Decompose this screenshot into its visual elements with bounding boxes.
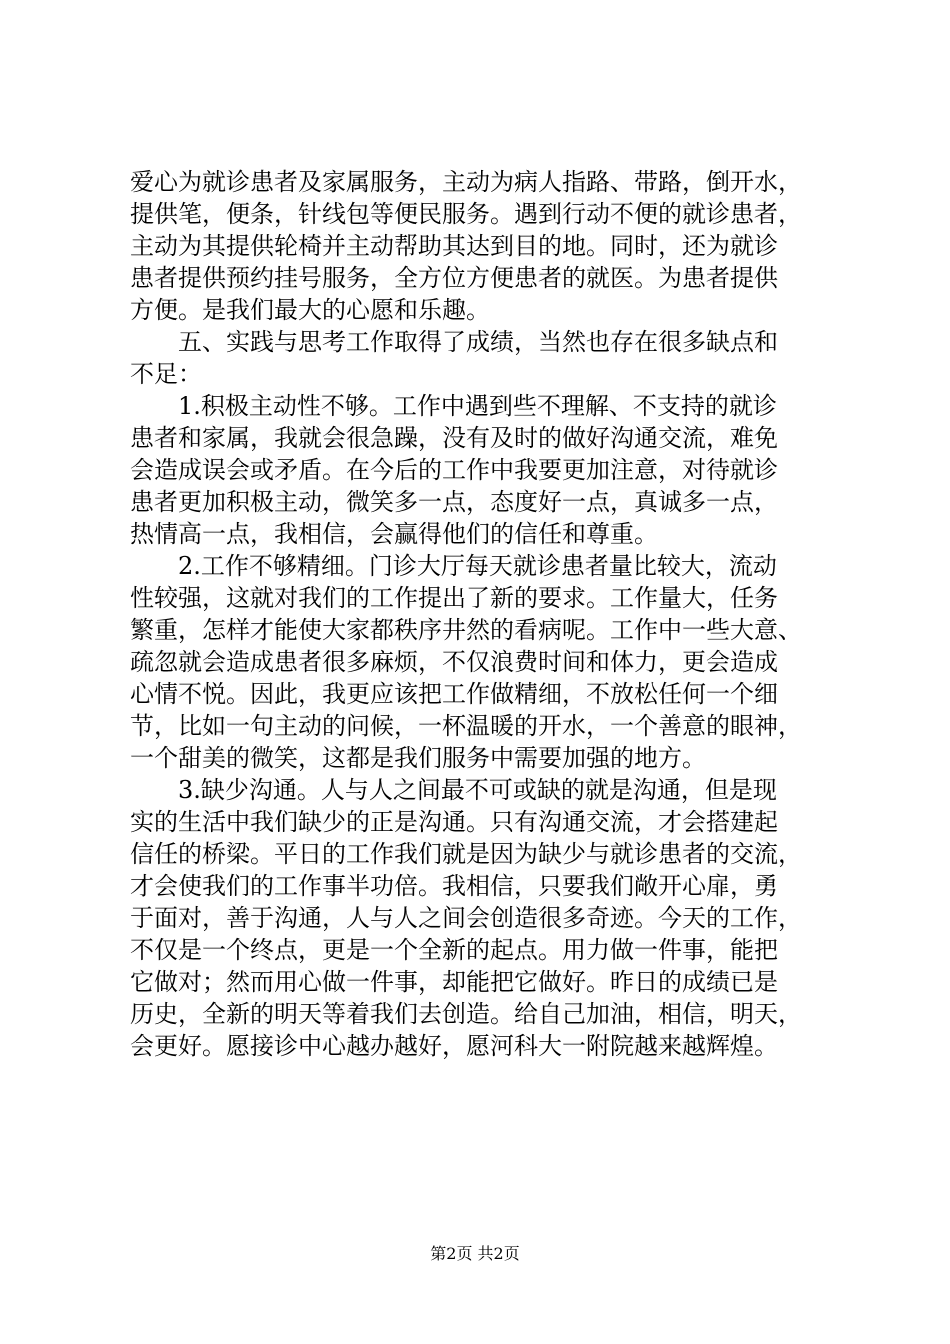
page-number-label: 第2页 共2页 [430, 1244, 520, 1263]
text-line: 患者提供预约挂号服务，全方位方便患者的就医。为患者提供 [130, 264, 778, 292]
text-line: 性较强，这就对我们的工作提出了新的要求。工作量大，任务 [130, 584, 778, 612]
text-line: 它做对；然而用心做一件事，却能把它做好。昨日的成绩已是 [130, 968, 778, 996]
text-line: 爱心为就诊患者及家属服务，主动为病人指路、带路，倒开水， [130, 168, 802, 196]
text-line: 才会使我们的工作事半功倍。我相信，只要我们敞开心扉，勇 [130, 872, 778, 900]
text-line: 患者更加积极主动，微笑多一点，态度好一点，真诚多一点， [130, 488, 778, 516]
text-line: 患者和家属，我就会很急躁，没有及时的做好沟通交流，难免 [130, 424, 778, 452]
text-line: 主动为其提供轮椅并主动帮助其达到目的地。同时，还为就诊 [130, 232, 778, 260]
text-line: 历史，全新的明天等着我们去创造。给自己加油，相信，明天， [130, 1000, 802, 1028]
text-line: 会更好。愿接诊中心越办越好，愿河科大一附院越来越辉煌。 [130, 1032, 778, 1060]
section-heading-line: 五、实践与思考工作取得了成绩，当然也存在很多缺点和 [178, 328, 778, 356]
text-line: 方便。是我们最大的心愿和乐趣。 [130, 296, 490, 324]
text-line: 信任的桥梁。平日的工作我们就是因为缺少与就诊患者的交流， [130, 840, 802, 868]
text-line: 节，比如一句主动的问候，一杯温暖的开水，一个善意的眼神， [130, 712, 802, 740]
text-line: 繁重，怎样才能使大家都秩序井然的看病呢。工作中一些大意、 [130, 616, 802, 644]
text-line: 心情不悦。因此，我更应该把工作做精细，不放松任何一个细 [130, 680, 778, 708]
text-line: 疏忽就会造成患者很多麻烦，不仅浪费时间和体力，更会造成 [130, 648, 778, 676]
text-line: 热情高一点，我相信，会赢得他们的信任和尊重。 [130, 520, 658, 548]
text-line: 提供笔，便条，针线包等便民服务。遇到行动不便的就诊患者， [130, 200, 802, 228]
document-body [130, 166, 830, 1062]
text-line: 于面对，善于沟通，人与人之间会创造很多奇迹。今天的工作， [130, 904, 802, 932]
text-line: 不仅是一个终点，更是一个全新的起点。用力做一件事，能把 [130, 936, 778, 964]
text-line: 一个甜美的微笑，这都是我们服务中需要加强的地方。 [130, 744, 706, 772]
text-line: 不足： [130, 360, 202, 388]
text-line: 实的生活中我们缺少的正是沟通。只有沟通交流，才会搭建起 [130, 808, 778, 836]
list-item-1-line: 1.积极主动性不够。工作中遇到些不理解、不支持的就诊 [178, 392, 777, 420]
page-footer [0, 1244, 950, 1264]
list-item-2-line: 2.工作不够精细。门诊大厅每天就诊患者量比较大，流动 [178, 552, 777, 580]
list-item-3-line: 3.缺少沟通。人与人之间最不可或缺的就是沟通，但是现 [178, 776, 777, 804]
text-line: 会造成误会或矛盾。在今后的工作中我要更加注意，对待就诊 [130, 456, 778, 484]
